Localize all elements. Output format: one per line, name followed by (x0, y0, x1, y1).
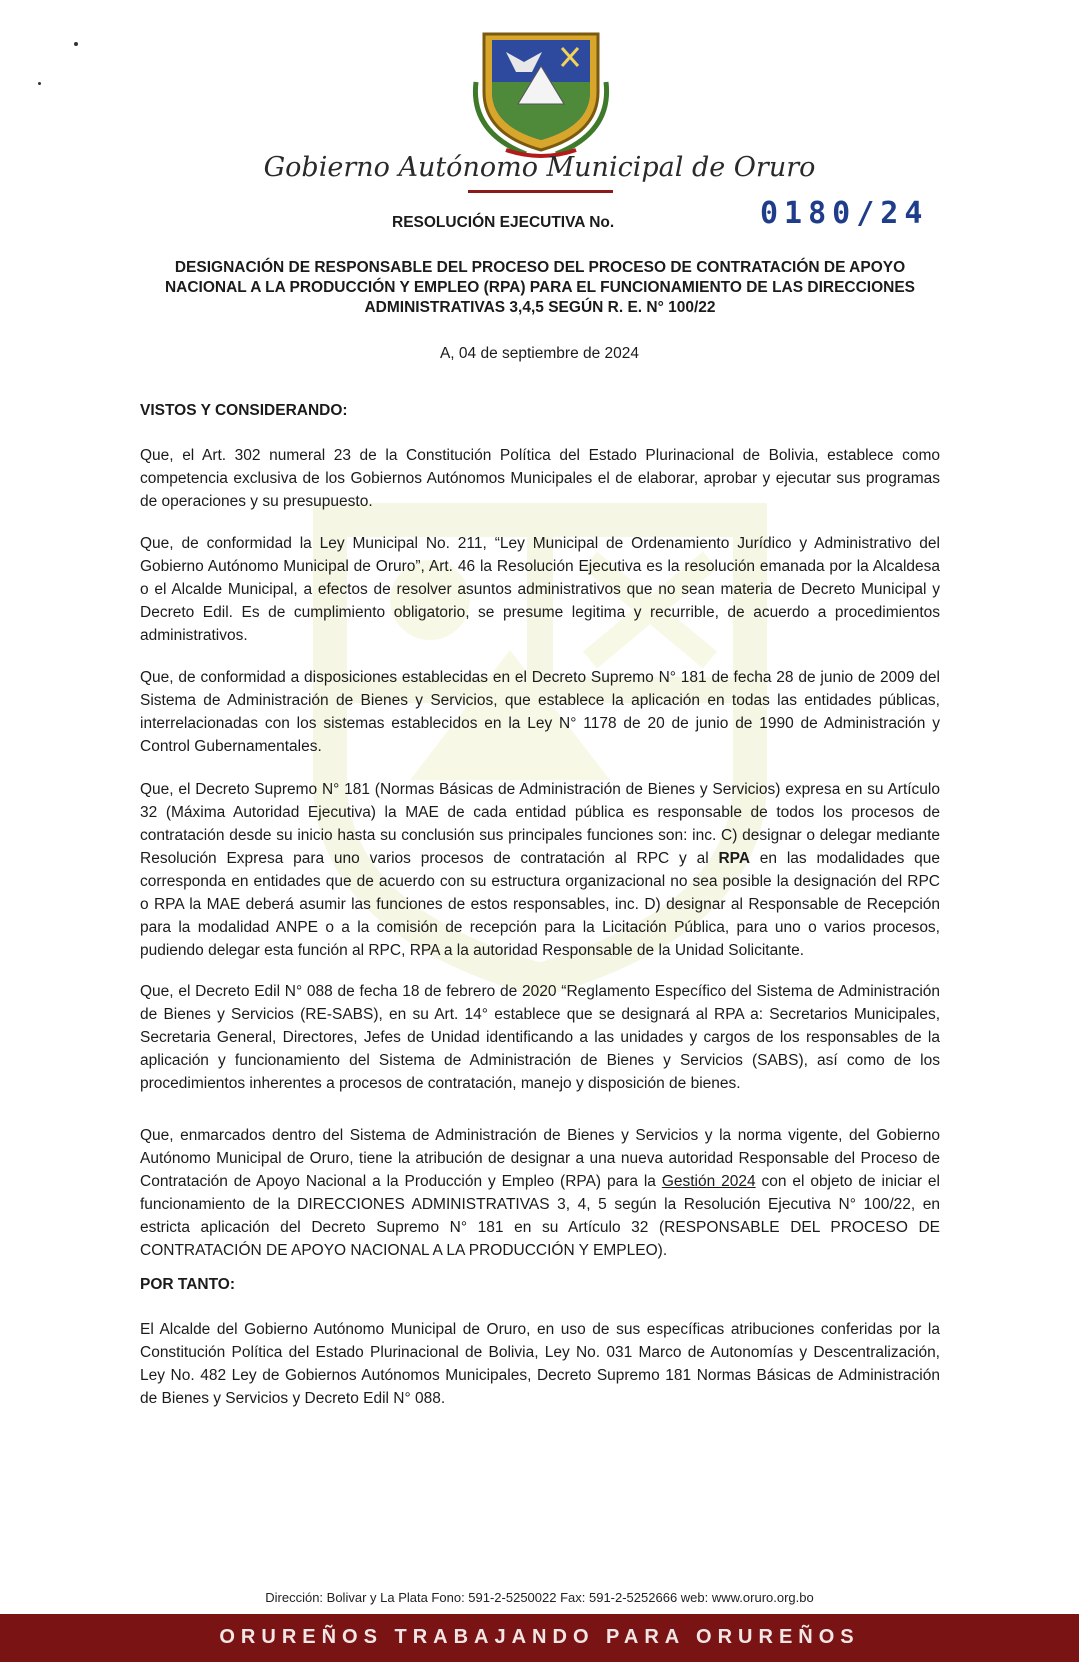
footer-slogan: ORUREÑOS TRABAJANDO PARA ORUREÑOS (219, 1626, 860, 1648)
resolution-label: RESOLUCIÓN EJECUTIVA No. (392, 214, 615, 231)
paragraph-text: en las modalidades que corresponda en entidades que de acuerdo con su estructura organizacional no sea posible la designación del RPC o RPA la MAE deberá asumir las funciones de estos responsables, inc. D) designar al Responsable de Recepción para la modalidad ANPE o a la comisión de recepción para la Licitación Pública, para uno o varios procesos, pudiendo delegar esta función al RPC, RPA a la autoridad Responsable de la Unidad Solicitante. (140, 850, 940, 959)
section-heading-por-tanto: POR TANTO: (140, 1276, 236, 1293)
rpa-emphasis: RPA (718, 850, 751, 867)
municipal-coat-of-arms-icon (466, 22, 616, 162)
resolution-subject: DESIGNACIÓN DE RESPONSABLE DEL PROCESO DEL PROCESO DE CONTRATACIÓN DE APOYO NACIONAL A LA PRODUCCIÓN Y EMPLEO (RPA) PARA EL FUNCIONAMIENTO DE LAS DIRECCIONES ADMINISTRATIVAS 3,4,5 SEGÚN R. E. N° 100/22 (164, 259, 916, 316)
paragraph-text: Que, el Decreto Supremo N° 181 (Normas Básicas de Administración de Bienes y Servicios) expresa en su Artículo 32 (Máxima Autoridad Ejecutiva) la MAE de cada entidad pública es responsable de todos los procesos de contratación desde su inicio hasta su conclusión sus principales funciones son: inc. C) designar o delegar mediante Resolución Expresa para uno varios procesos de contratación al RPC y al (140, 781, 940, 867)
document-date: A, 04 de septiembre de 2024 (439, 345, 640, 362)
paragraph-gestion-2024 (140, 1124, 940, 1262)
paragraph-ds-181-art-32 (140, 778, 940, 962)
paragraph-decreto-edil-088: Que, el Decreto Edil N° 088 de fecha 18 de febrero de 2020 “Reglamento Específico del Sistema de Administración de Bienes y Servicios (RE-SABS), en su Art. 14° establece que se designará al RPA a: Secretarios Municipales, Secretaria General, Directores, Jefes de Unidad identificando a las unidades y cargos de los responsables de la aplicación y funcionamiento del Sistema de Administración de Bienes y Servicios (SABS), así como de los procedimientos inherentes a procesos de contratación, manejo y disposición de bienes. (140, 983, 940, 1092)
footer-address: Dirección: Bolivar y La Plata Fono: 591-2-5250022 Fax: 591-2-5252666 web: www.oruro.org.bo (265, 1590, 814, 1605)
paragraph-art-302: Que, el Art. 302 numeral 23 de la Constitución Política del Estado Plurinacional de Bolivia, establece como competencia exclusiva de los Gobiernos Autónomos Municipales el de elaborar, aprobar y ejecutar sus programas de operaciones y su presupuesto. (140, 447, 940, 510)
section-heading-vistos: VISTOS Y CONSIDERANDO: (140, 402, 348, 419)
speck-mark (38, 82, 41, 85)
paragraph-ley-211: Que, de conformidad la Ley Municipal No. 211, “Ley Municipal de Ordenamiento Jurídico y Administrativo del Gobierno Autónomo Municipal de Oruro”, Art. 46 la Resolución Ejecutiva es la resolución emanada por la Alcaldesa o el Alcalde Municipal, a efectos de resolver asuntos administrativos que no sean materia de Decreto Municipal y Decreto Edil. Es de cumplimiento obligatorio, se presume legitima y recurrible, de acuerdo a procedimientos administrativos. (140, 535, 940, 644)
paragraph-alcalde-atribuciones: El Alcalde del Gobierno Autónomo Municipal de Oruro, en uso de sus específicas atribuciones conferidas por la Constitución Política del Estado Plurinacional de Bolivia, Ley No. 031 Marco de Autonomías y Descentralización, Ley No. 482 Ley de Gobiernos Autónomos Municipales, Decreto Supremo 181 Normas Básicas de Administración de Bienes y Servicios y Decreto Edil N° 088. (140, 1321, 940, 1407)
speck-mark (74, 42, 78, 46)
paragraph-text: Que, enmarcados dentro del Sistema de Administración de Bienes y Servicios y la norma vigente, del Gobierno Autónomo Municipal de Oruro, tiene la atribución de designar a una nueva autoridad Responsable del Proceso de Contratación de Apoyo Nacional a la Producción y Empleo (RPA) para la (140, 1127, 940, 1190)
paragraph-ds-181: Que, de conformidad a disposiciones establecidas en el Decreto Supremo N° 181 de fecha 28 de junio de 2009 del Sistema de Administración de Bienes y Servicios, que establece la aplicación en todas las entidades públicas, interrelacionadas con los sistemas establecidos en la Ley N° 1178 de 20 de junio de 1990 de Administración y Control Gubernamentales. (140, 669, 940, 755)
header-rule (468, 190, 613, 193)
institution-name: Gobierno Autónomo Municipal de Oruro (263, 152, 816, 183)
paragraph-text: con el objeto de iniciar el funcionamiento de la DIRECCIONES ADMINISTRATIVAS 3, 4, 5 según la Resolución Ejecutiva N° 100/22, en estricta aplicación del Decreto Supremo N° 181 en su Artículo 32 (RESPONSABLE DEL PROCESO DE CONTRATACIÓN DE APOYO NACIONAL A LA PRODUCCIÓN Y EMPLEO). (140, 1173, 940, 1259)
gestion-underlined: Gestión 2024 (661, 1173, 756, 1190)
resolution-number: 0180/24 (760, 196, 929, 231)
